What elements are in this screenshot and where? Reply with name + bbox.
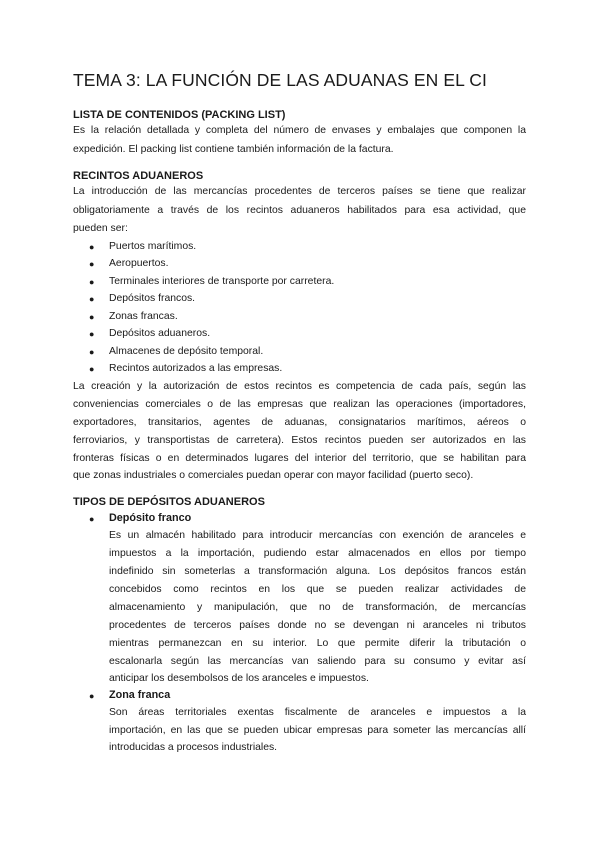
bullet-icon: ● bbox=[89, 364, 95, 374]
list-item: Aeropuertos. bbox=[109, 258, 169, 269]
paragraph-line: mientras permanezcan en su interior. Lo que permite diferir la tributación o bbox=[109, 638, 526, 649]
paragraph-line: La creación y la autorización de estos recintos es competencia de cada país, según las bbox=[73, 381, 526, 392]
paragraph-line: Es la relación detallada y completa del número de envases y embalajes que componen la bbox=[73, 125, 526, 136]
bullet-icon: ● bbox=[89, 347, 95, 357]
paragraph-line: que zonas industriales o comerciales puedan operar con mayor facilidad (puerto seco). bbox=[73, 470, 474, 481]
paragraph-line: introducidas a procesos industriales. bbox=[109, 742, 278, 753]
section-heading-packing-list: LISTA DE CONTENIDOS (PACKING LIST) bbox=[73, 109, 286, 121]
bullet-icon: ● bbox=[89, 514, 95, 524]
list-item: Recintos autorizados a las empresas. bbox=[109, 363, 283, 374]
section-heading-tipos: TIPOS DE DEPÓSITOS ADUANEROS bbox=[73, 496, 265, 508]
paragraph-line: pueden ser: bbox=[73, 223, 128, 234]
bullet-icon: ● bbox=[89, 312, 95, 322]
bullet-icon: ● bbox=[89, 277, 95, 287]
paragraph-line: importación, en las que se pueden ubicar empresas para someter las mercancías allí bbox=[109, 725, 526, 736]
paragraph-line: impuestos a la importación, pudiendo estar almacenados en ellos por tiempo bbox=[109, 548, 526, 559]
paragraph-line: indefinido sin someterlas a transformación alguna. Los depósitos francos están bbox=[109, 566, 526, 577]
paragraph-line: almacenamiento y manipulación, que no de transformación, de mercancías bbox=[109, 602, 526, 613]
list-item: Depósitos aduaneros. bbox=[109, 328, 211, 339]
paragraph-line: concebidos como recintos en los que se pueden realizar actividades de bbox=[109, 584, 526, 595]
paragraph-line: conveniencias comerciales o de las empresas que realizan las operaciones (importadores, bbox=[73, 399, 526, 410]
paragraph-line: La introducción de las mercancías procedentes de terceros países se tiene que realizar bbox=[73, 186, 526, 197]
paragraph-line: Son áreas territoriales exentas fiscalmente de aranceles e impuestos a la bbox=[109, 707, 526, 718]
paragraph-line: ferroviarios, y transportistas de carretera). Estos recintos pueden ser autorizados en las bbox=[73, 435, 526, 446]
section-heading-recintos: RECINTOS ADUANEROS bbox=[73, 170, 204, 182]
list-item: Terminales interiores de transporte por carretera. bbox=[109, 276, 335, 287]
paragraph-line: procedentes de terceros países donde no se devengan ni aranceles ni tributos bbox=[109, 620, 526, 631]
paragraph-line: fronteras físicas o en determinados lugares del interior del territorio, que se habilitan para bbox=[73, 453, 526, 464]
bullet-icon: ● bbox=[89, 329, 95, 339]
bullet-icon: ● bbox=[89, 259, 95, 269]
list-item: Puertos marítimos. bbox=[109, 241, 197, 252]
list-item: Zonas francas. bbox=[109, 311, 178, 322]
paragraph-line: anticipar los desembolsos de los aranceles e impuestos. bbox=[109, 673, 369, 684]
bullet-icon: ● bbox=[89, 691, 95, 701]
subheading-deposito-franco: Depósito franco bbox=[109, 512, 192, 524]
paragraph-line: expedición. El packing list contiene también información de la factura. bbox=[73, 144, 394, 155]
page-title: TEMA 3: LA FUNCIÓN DE LAS ADUANAS EN EL CI bbox=[73, 70, 487, 90]
paragraph-line: Es un almacén habilitado para introducir mercancías con exención de aranceles e bbox=[109, 530, 526, 541]
subheading-zona-franca: Zona franca bbox=[109, 689, 171, 701]
bullet-icon: ● bbox=[89, 294, 95, 304]
list-item: Depósitos francos. bbox=[109, 293, 196, 304]
paragraph-line: exportadores, transitarios, agentes de aduanas, consignatarios marítimos, aéreos o bbox=[73, 417, 526, 428]
paragraph-line: escalonarla según las mercancías van saliendo para su consumo y evitar así bbox=[109, 656, 526, 667]
list-item: Almacenes de depósito temporal. bbox=[109, 346, 264, 357]
paragraph-line: obligatoriamente a través de los recintos aduaneros habilitados para esa actividad, que bbox=[73, 205, 526, 216]
bullet-icon: ● bbox=[89, 242, 95, 252]
